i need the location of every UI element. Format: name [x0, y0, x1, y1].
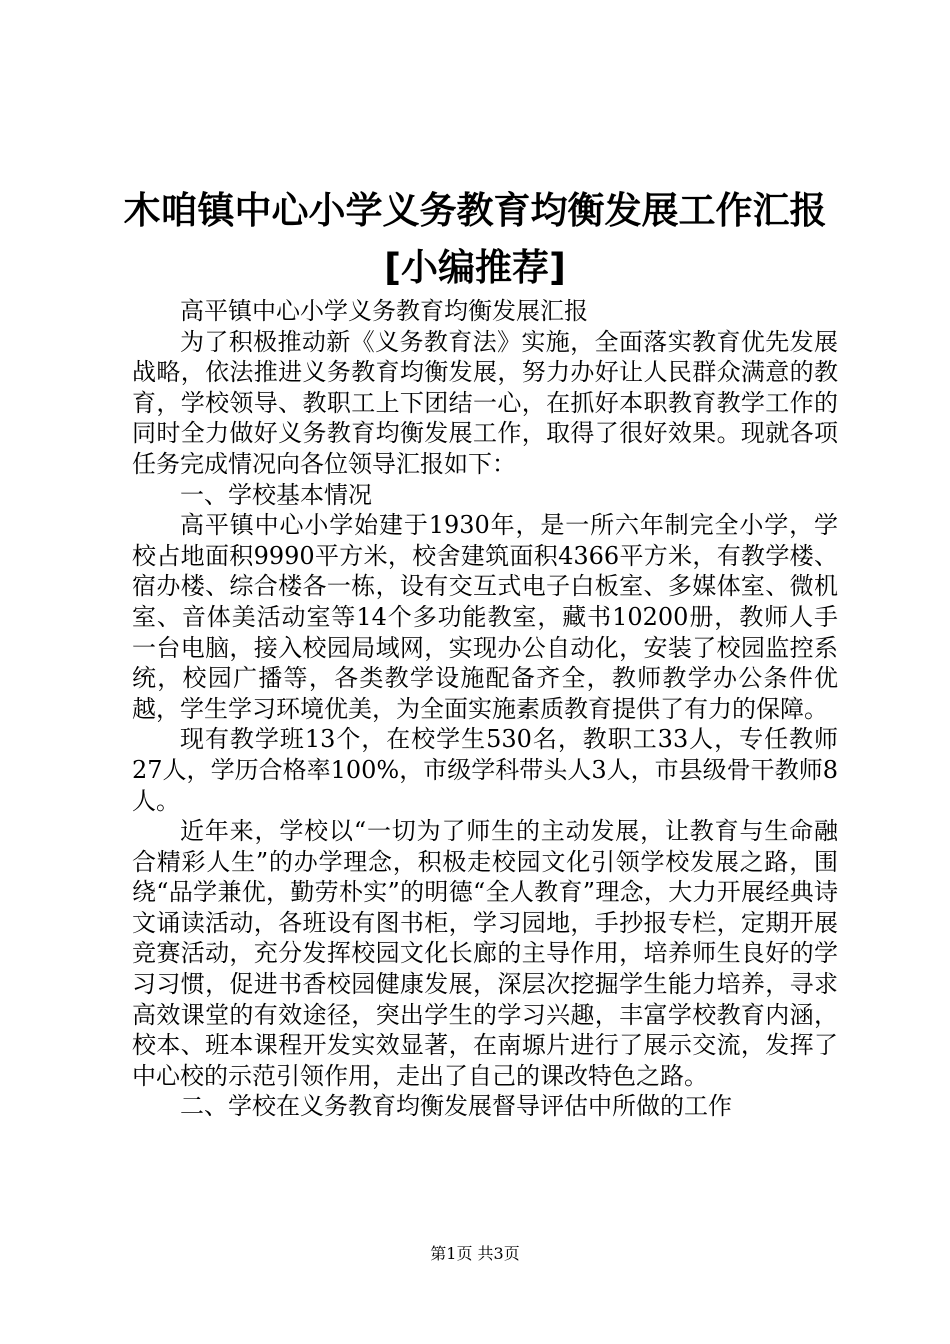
document-title-line-2: [小编推荐]	[384, 246, 566, 289]
paragraph-school-culture: 近年来，学校以“一切为了师生的主动发展，让教育与生命融合精彩人生”的办学理念，积极走校园文化引领学校发展之路，围绕“品学兼优，勤劳朴实”的明德“全人教育”理念，大力开展经典诗文诵读活动，各班设有图书柜，学习园地，手抄报专栏，定期开展竞赛活动，充分发挥校园文化长廊的主导作用，培养师生良好的学习习惯，促进书香校园健康发展，深层次挖掘学生能力培养，寻求高效课堂的有效途径，突出学生的学习兴趣，丰富学校教育内涵，校本、班本课程开发实效显著，在南塬片进行了展示交流，发挥了中心校的示范引领作用，走出了自己的课改特色之路。	[132, 817, 838, 1090]
paragraph-school-facilities: 高平镇中心小学始建于1930年，是一所六年制完全小学，学校占地面积9990平方米，校舍建筑面积4366平方米，有教学楼、宿办楼、综合楼各一栋，设有交互式电子白板室、多媒体室、微机室、音体美活动室等14个多功能教室，藏书10200册，教师人手一台电脑，接入校园局域网，实现办公自动化，安装了校园监控系统，校园广播等，各类教学设施配备齐全，教师教学办公条件优越，学生学习环境优美，为全面实施素质教育提供了有力的保障。	[132, 511, 838, 723]
paragraph-heading: 高平镇中心小学义务教育均衡发展汇报	[180, 297, 588, 325]
paragraph-staff-stats: 现有教学班13个，在校学生530名，教职工33人，专任教师27人，学历合格率100%，市级学科带头人3人，市县级骨干教师8人。	[132, 725, 838, 815]
section-heading-1: 一、学校基本情况	[180, 480, 372, 509]
section-heading-2: 二、学校在义务教育均衡发展督导评估中所做的工作	[180, 1092, 732, 1121]
paragraph-intro: 为了积极推动新《义务教育法》实施，全面落实教育优先发展战略，依法推进义务教育均衡发展，努力办好让人民群众满意的教育，学校领导、教职工上下团结一心，在抓好本职教育教学工作的同时全力做好义务教育均衡发展工作，取得了很好效果。现就各项任务完成情况向各位领导汇报如下：	[132, 327, 838, 478]
document-title-line-1: 木咱镇中心小学义务教育均衡发展工作汇报	[123, 189, 827, 232]
page-footer: 第1页 共3页	[430, 1244, 520, 1263]
document-body	[132, 296, 838, 1122]
